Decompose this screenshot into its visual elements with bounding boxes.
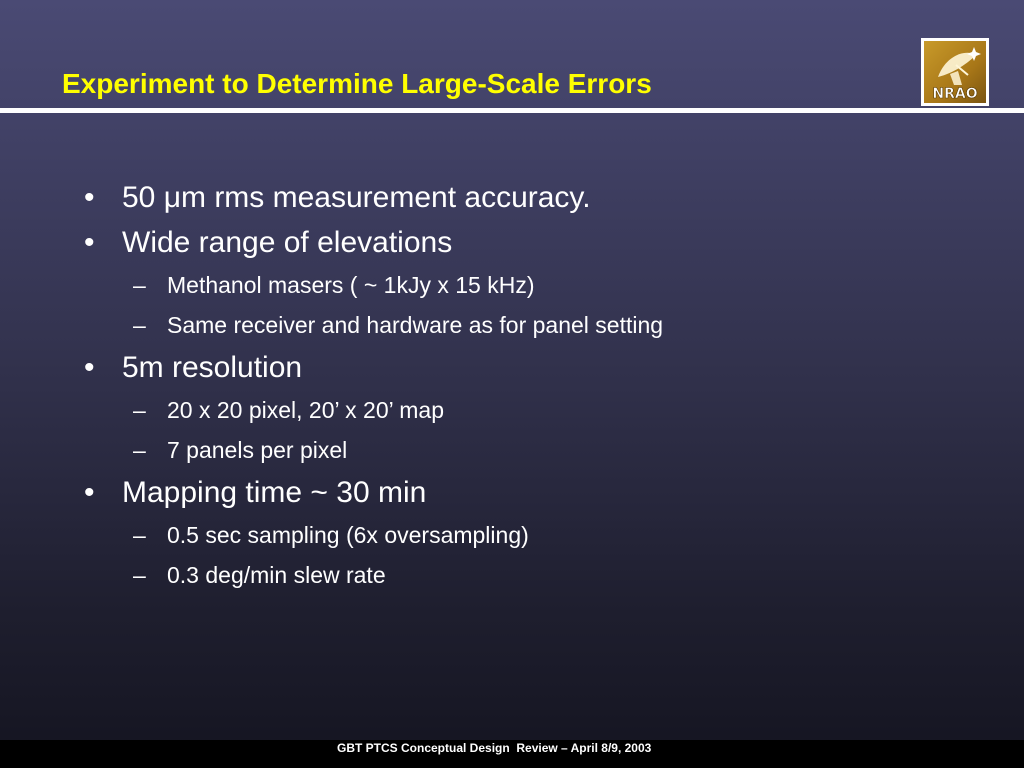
footer-text: GBT PTCS Conceptual Design Review – April 8/9, 2003 — [337, 741, 652, 755]
bullet-text: 5m resolution — [122, 351, 303, 384]
sub-bullet-item — [0, 390, 1024, 430]
dash-marker: – — [133, 562, 146, 588]
bullet-item — [0, 345, 1024, 390]
dash-marker: – — [133, 522, 146, 548]
bullet-marker: • — [84, 476, 95, 509]
slide-title: Experiment to Determine Large-Scale Errors — [62, 68, 652, 99]
bullet-marker: • — [84, 351, 95, 384]
bullet-item — [0, 175, 1024, 220]
sub-bullet-item — [0, 430, 1024, 470]
sub-bullet-item — [0, 555, 1024, 595]
dash-marker: – — [133, 312, 146, 338]
bullet-text: 20 x 20 pixel, 20’ x 20’ map — [167, 397, 445, 423]
sub-bullet-item — [0, 305, 1024, 345]
sub-bullet-item — [0, 515, 1024, 555]
logo-lettering — [924, 41, 986, 103]
title-divider — [0, 108, 1024, 113]
sub-bullet-item — [0, 265, 1024, 305]
bullet-marker: • — [84, 181, 95, 214]
bullet-text: Mapping time ~ 30 min — [122, 476, 427, 509]
bullet-marker: • — [84, 226, 95, 259]
bullet-text: Methanol masers ( ~ 1kJy x 15 kHz) — [167, 272, 535, 298]
bullet-text: Wide range of elevations — [122, 226, 453, 259]
bullet-item — [0, 220, 1024, 265]
nrao-logo-badge — [924, 41, 986, 103]
dash-marker: – — [133, 272, 146, 298]
bullet-item — [0, 470, 1024, 515]
bullet-text: 50 μm rms measurement accuracy. — [122, 181, 591, 214]
bullet-text: 0.5 sec sampling (6x oversampling) — [167, 522, 529, 548]
nrao-logo-icon — [921, 38, 989, 106]
logo-text: NRAO — [932, 86, 978, 102]
bullet-text: 7 panels per pixel — [167, 437, 348, 463]
bullet-text: Same receiver and hardware as for panel setting — [167, 312, 664, 338]
dash-marker: – — [133, 397, 146, 423]
bullet-text: 0.3 deg/min slew rate — [167, 562, 386, 588]
dash-marker: – — [133, 437, 146, 463]
bullet-list — [0, 175, 1024, 595]
